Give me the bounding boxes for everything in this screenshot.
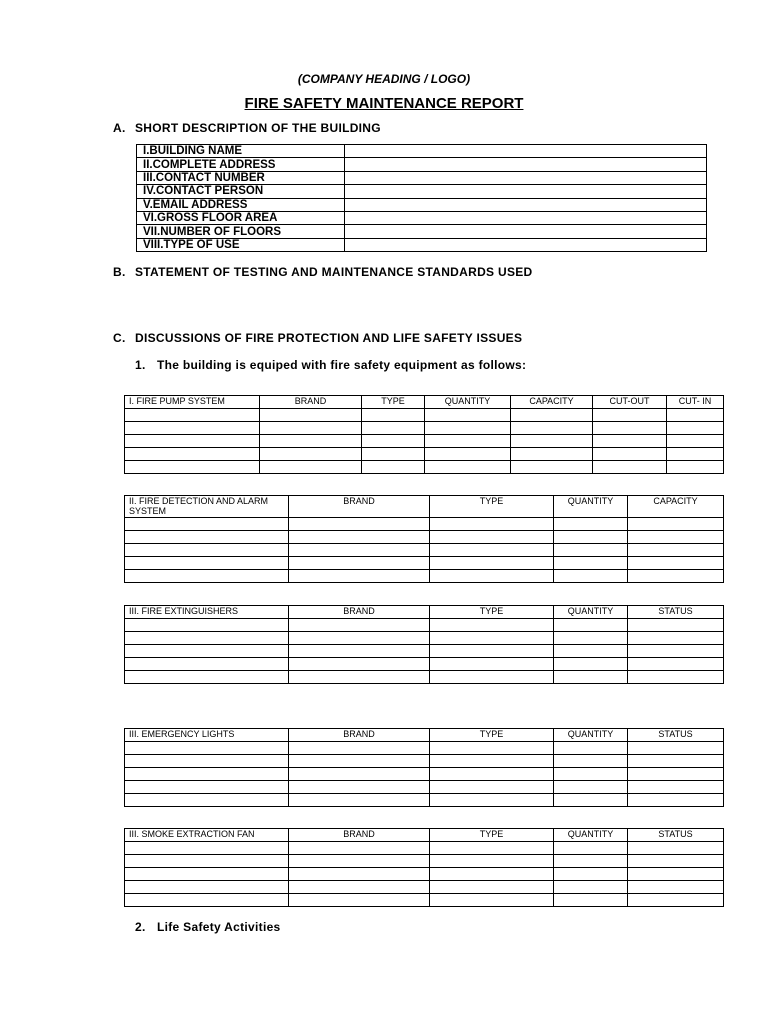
col-header-cut-out: CUT-OUT [593,396,667,409]
table-row [125,755,724,768]
col-header-quantity: QUANTITY [425,396,511,409]
col-header-fire-detection-alarm: II. FIRE DETECTION AND ALARM SYSTEM [125,496,289,518]
table-row [125,658,724,671]
table-cell[interactable] [554,855,628,868]
table-cell[interactable] [125,894,289,907]
table-header-row [125,729,724,742]
table-cell[interactable] [593,461,667,474]
table-cell[interactable] [430,645,554,658]
smoke-extraction-rows [125,842,724,907]
table-header-row [125,496,724,518]
col-header-status: STATUS [628,606,724,619]
table-row [125,632,724,645]
emergency-lights-rows [125,742,724,807]
table-cell[interactable] [511,435,593,448]
table-cell[interactable] [125,868,289,881]
table-cell[interactable] [125,755,289,768]
table-cell[interactable] [430,755,554,768]
table-row [125,557,724,570]
table-cell[interactable] [289,632,430,645]
table-cell[interactable] [289,544,430,557]
fire-pump-table [124,395,724,474]
table-row [137,198,707,211]
table-cell[interactable] [430,768,554,781]
fire-extinguishers-rows [125,619,724,684]
col-header-quantity: QUANTITY [554,729,628,742]
table-cell[interactable] [125,422,260,435]
col-header-smoke-extraction-fan: III. SMOKE EXTRACTION FAN [125,829,289,842]
table-cell[interactable] [430,632,554,645]
contact-person-label: IV.CONTACT PERSON [137,185,345,198]
emergency-lights-table [124,728,724,807]
table-row [125,448,724,461]
table-cell[interactable] [430,658,554,671]
col-header-brand: BRAND [289,496,430,518]
table-cell[interactable] [125,435,260,448]
table-cell[interactable] [511,422,593,435]
table-cell[interactable] [125,658,289,671]
table-cell[interactable] [628,894,724,907]
table-cell[interactable] [554,742,628,755]
table-cell[interactable] [667,461,724,474]
table-cell[interactable] [260,422,362,435]
table-cell[interactable] [628,842,724,855]
table-cell[interactable] [362,409,425,422]
section-a-heading [113,121,381,135]
table-cell[interactable] [628,755,724,768]
table-cell[interactable] [430,868,554,881]
section-c-mark: C. [113,331,126,345]
table-cell[interactable] [425,409,511,422]
type-of-use-value[interactable] [345,238,707,251]
table-cell[interactable] [430,881,554,894]
table-cell[interactable] [667,409,724,422]
table-cell[interactable] [260,448,362,461]
table-cell[interactable] [125,570,289,583]
table-cell[interactable] [554,619,628,632]
fire-extinguishers-table [124,605,724,684]
item-1-mark: 1. [135,358,146,372]
table-cell[interactable] [554,570,628,583]
table-row [125,855,724,868]
col-header-status: STATUS [628,729,724,742]
table-cell[interactable] [554,781,628,794]
section-b-title: STATEMENT OF TESTING AND MAINTENANCE STANDARDS USED [135,265,533,279]
table-cell[interactable] [125,842,289,855]
building-info-table [136,144,707,252]
table-cell[interactable] [628,671,724,684]
fire-detection-rows [125,518,724,583]
smoke-extraction-table [124,828,724,907]
table-cell[interactable] [593,448,667,461]
table-row [125,868,724,881]
table-cell[interactable] [593,435,667,448]
table-cell[interactable] [289,794,430,807]
table-cell[interactable] [425,461,511,474]
table-cell[interactable] [125,531,289,544]
col-header-capacity: CAPACITY [628,496,724,518]
col-header-brand: BRAND [289,729,430,742]
table-cell[interactable] [628,632,724,645]
table-cell[interactable] [430,742,554,755]
table-cell[interactable] [289,868,430,881]
col-header-status: STATUS [628,829,724,842]
table-cell[interactable] [289,658,430,671]
table-row [125,409,724,422]
email-address-label: V.EMAIL ADDRESS [137,198,345,211]
table-row [125,794,724,807]
table-cell[interactable] [289,894,430,907]
email-address-value[interactable] [345,198,707,211]
col-header-emergency-lights: III. EMERGENCY LIGHTS [125,729,289,742]
table-cell[interactable] [362,448,425,461]
table-cell[interactable] [593,422,667,435]
table-cell[interactable] [289,742,430,755]
table-cell[interactable] [362,461,425,474]
table-row [125,422,724,435]
table-cell[interactable] [628,781,724,794]
section-a-mark: A. [113,121,126,135]
section-c-heading [113,331,522,345]
table-cell[interactable] [554,755,628,768]
fire-pump-rows [125,409,724,474]
table-cell[interactable] [289,842,430,855]
table-row [125,768,724,781]
section-c-title: DISCUSSIONS OF FIRE PROTECTION AND LIFE SAFETY ISSUES [135,331,523,345]
col-header-quantity: QUANTITY [554,829,628,842]
table-cell[interactable] [554,768,628,781]
table-cell[interactable] [260,409,362,422]
building-name-value[interactable] [345,145,707,158]
gross-floor-area-label: VI.GROSS FLOOR AREA [137,211,345,224]
table-cell[interactable] [430,855,554,868]
table-cell[interactable] [628,855,724,868]
table-row [137,158,707,171]
col-header-type: TYPE [430,496,554,518]
table-cell[interactable] [125,645,289,658]
col-header-fire-pump-system: I. FIRE PUMP SYSTEM [125,396,260,409]
table-cell[interactable] [554,645,628,658]
contact-person-value[interactable] [345,185,707,198]
col-header-brand: BRAND [289,606,430,619]
table-cell[interactable] [430,531,554,544]
table-cell[interactable] [125,544,289,557]
table-cell[interactable] [125,518,289,531]
item-1-heading [135,358,526,372]
table-cell[interactable] [554,671,628,684]
table-cell[interactable] [554,557,628,570]
table-cell[interactable] [430,794,554,807]
table-cell[interactable] [125,742,289,755]
table-cell[interactable] [362,422,425,435]
table-cell[interactable] [430,671,554,684]
table-cell[interactable] [430,842,554,855]
table-cell[interactable] [554,544,628,557]
table-cell[interactable] [362,435,425,448]
table-header-row [125,829,724,842]
complete-address-value[interactable] [345,158,707,171]
table-cell[interactable] [554,531,628,544]
table-cell[interactable] [628,531,724,544]
table-cell[interactable] [125,448,260,461]
table-cell[interactable] [430,570,554,583]
col-header-type: TYPE [430,729,554,742]
table-cell[interactable] [289,645,430,658]
table-cell[interactable] [554,881,628,894]
table-cell[interactable] [260,435,362,448]
item-2-mark: 2. [135,920,146,934]
table-row [125,619,724,632]
table-row [125,544,724,557]
table-cell[interactable] [425,435,511,448]
table-cell[interactable] [125,409,260,422]
type-of-use-label: VIII.TYPE OF USE [137,238,345,251]
table-cell[interactable] [628,557,724,570]
table-row [125,531,724,544]
table-cell[interactable] [554,794,628,807]
table-cell[interactable] [667,422,724,435]
table-cell[interactable] [430,619,554,632]
table-row [125,742,724,755]
col-header-cut-in: CUT- IN [667,396,724,409]
table-cell[interactable] [554,658,628,671]
table-header-row [125,396,724,409]
contact-number-label: III.CONTACT NUMBER [137,171,345,184]
table-cell[interactable] [554,894,628,907]
table-cell[interactable] [430,518,554,531]
table-cell[interactable] [125,557,289,570]
building-name-label: I.BUILDING NAME [137,145,345,158]
table-cell[interactable] [289,531,430,544]
table-cell[interactable] [125,461,260,474]
table-cell[interactable] [430,894,554,907]
col-header-capacity: CAPACITY [511,396,593,409]
gross-floor-area-value[interactable] [345,211,707,224]
complete-address-label: II.COMPLETE ADDRESS [137,158,345,171]
table-cell[interactable] [554,518,628,531]
col-header-quantity: QUANTITY [554,606,628,619]
col-header-type: TYPE [362,396,425,409]
col-header-quantity: QUANTITY [554,496,628,518]
contact-number-value[interactable] [345,171,707,184]
col-header-type: TYPE [430,606,554,619]
table-cell[interactable] [593,409,667,422]
table-cell[interactable] [628,645,724,658]
table-cell[interactable] [125,768,289,781]
table-row [137,238,707,251]
table-cell[interactable] [125,632,289,645]
number-of-floors-label: VII.NUMBER OF FLOORS [137,225,345,238]
table-cell[interactable] [554,868,628,881]
table-cell[interactable] [554,632,628,645]
table-header-row [125,606,724,619]
table-cell[interactable] [628,742,724,755]
table-row [137,171,707,184]
table-cell[interactable] [125,855,289,868]
table-cell[interactable] [125,671,289,684]
table-cell[interactable] [628,518,724,531]
table-cell[interactable] [430,781,554,794]
table-row [125,645,724,658]
item-2-text: Life Safety Activities [157,920,281,934]
table-cell[interactable] [289,570,430,583]
table-cell[interactable] [628,868,724,881]
table-row [125,894,724,907]
table-cell[interactable] [425,422,511,435]
table-cell[interactable] [667,448,724,461]
table-cell[interactable] [289,855,430,868]
table-cell[interactable] [289,781,430,794]
table-row [125,461,724,474]
section-b-mark: B. [113,265,126,279]
col-header-brand: BRAND [289,829,430,842]
col-header-fire-extinguishers: III. FIRE EXTINGUISHERS [125,606,289,619]
table-cell[interactable] [628,794,724,807]
table-cell[interactable] [125,619,289,632]
table-cell[interactable] [430,557,554,570]
fire-detection-table [124,495,724,583]
table-row [137,145,707,158]
col-header-brand: BRAND [260,396,362,409]
section-a-title: SHORT DESCRIPTION OF THE BUILDING [135,121,381,135]
table-row [125,435,724,448]
table-cell[interactable] [628,768,724,781]
table-cell[interactable] [289,518,430,531]
table-row [125,570,724,583]
table-cell[interactable] [511,448,593,461]
table-cell[interactable] [289,557,430,570]
table-cell[interactable] [260,461,362,474]
table-row [137,185,707,198]
table-row [125,842,724,855]
item-2-heading [135,920,281,934]
table-cell[interactable] [289,768,430,781]
table-cell[interactable] [289,671,430,684]
table-cell[interactable] [289,619,430,632]
table-cell[interactable] [628,881,724,894]
table-cell[interactable] [430,544,554,557]
section-b-heading [113,265,533,279]
table-cell[interactable] [667,435,724,448]
col-header-type: TYPE [430,829,554,842]
table-row [125,518,724,531]
table-cell[interactable] [125,794,289,807]
report-title: FIRE SAFETY MAINTENANCE REPORT [244,95,524,112]
table-cell[interactable] [289,881,430,894]
table-row [125,781,724,794]
table-cell[interactable] [628,570,724,583]
table-cell[interactable] [554,842,628,855]
table-cell[interactable] [628,544,724,557]
company-heading: (COMPANY HEADING / LOGO) [297,72,471,86]
table-cell[interactable] [125,781,289,794]
table-cell[interactable] [125,881,289,894]
table-row [137,211,707,224]
item-1-text: The building is equiped with fire safety equipment as follows: [157,358,527,372]
number-of-floors-value[interactable] [345,225,707,238]
table-row [125,671,724,684]
table-cell[interactable] [511,461,593,474]
table-cell[interactable] [289,755,430,768]
table-cell[interactable] [425,448,511,461]
table-cell[interactable] [628,658,724,671]
table-cell[interactable] [628,619,724,632]
table-cell[interactable] [511,409,593,422]
table-row [125,881,724,894]
table-row [137,225,707,238]
